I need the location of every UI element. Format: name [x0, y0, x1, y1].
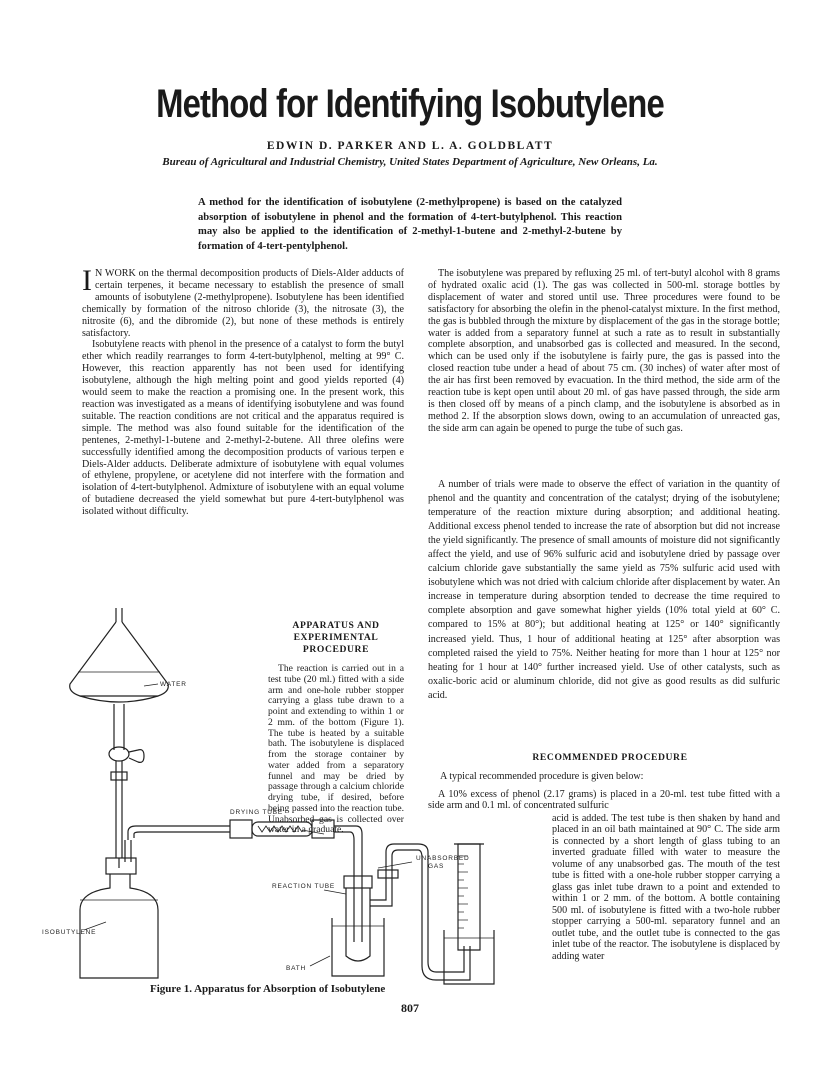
label-gas: GAS [428, 863, 445, 870]
recommended-text-full: A 10% excess of phenol (2.17 grams) is placed in a 20-ml. test tube fitted with a side arm and 0.1 ml. of concentrated sulfuric [428, 789, 780, 812]
paragraph-trials: A number of trials were made to observe the effect of variation in the quantity of phenol and the quantity and concentration of the catalyst; drying of the isobutylene; temperature of the reaction mixture during absorption; and additional heating. Additional excess phenol tended to increase the rate of absorption but did not increase the yield significantly. The presence of small amounts of moisture did not significantly affect the yield, and use of 96% sulfuric acid and isobutylene dried by passage over calcium chloride gave substantially the same yield as 75% sulfuric acid used with isobutylene which was not dried with calcium chloride after displacement by water. An increase in temperature during absorption tended to decrease the time required to complete absorption and gave somewhat higher yields (10% total yield at 60° C. compared to 15% at 80°); but additional heating at 125° or 140° significantly increased yield. Thus, 1 hour of additional heating at 125° after absorption was completed raised the yield to 75%. Neither heating for more than 1 hour at 125° nor heating for 1 hour at 140° further increased yield. Use of other catalysts, such as oxalic-boric acid or aluminum chloride, did not give as good results as did sulfuric acid. [428, 479, 780, 701]
intro-text: N WORK on the thermal decomposition products of Diels-Alder adducts of certain terpenes, it became necessary to establish the presence of small amounts of isobutylene (2-methylpropene). Isobutylene has been identified chemically by formation of the nitroso chloride (3), the nitrosate (3), the nitrosite (6), and the dibromide (2), but none of these methods is entirely satisfactory. [82, 268, 404, 339]
label-bath: BATH [286, 965, 307, 972]
label-isobutylene: ISOBUTYLENE [42, 929, 97, 936]
paragraph-phenol-reaction: Isobutylene reacts with phenol in the presence of a catalyst to form the butyl ether which readily rearranges to form 4-tert-butylphenol, melting at 99° C. However, this reaction apparently has not been used for identifying isobutylene, although the high melting point and good yields reported (4) would seem to make the reaction a promising one. In the present work, this reaction was investigated as a means of identifying isobutylene and was found suitable. The reaction conditions are not critical and the apparatus required is simple. The method was also found suitable for the identification of the pentenes, 2-methyl-1-butene and 2-methyl-2-butene. All three olefins were successfully identified among the decomposition products of various terpen e Diels-Alder adducts. Deliberate admixture of isobutylene with equal volumes of ethylene, propylene, or acetylene did not interfere with the formation and isolation of 4-tert-butylphenol. Admixture of isobutylene with an equal volume of butadiene decreased the yield somewhat but pure 4-tert-butylphenol was isolated without difficulty. [82, 339, 404, 518]
drying-tube [230, 820, 356, 838]
bath [332, 918, 384, 976]
paragraph-preparation: The isobutylene was prepared by refluxing 25 ml. of tert-butyl alcohol with 8 grams of hydrated oxalic acid (1). The gas was collected in 500-ml. storage bottles by displacement of water and stored until use. Three procedures were found to be satisfactory for absorbing the olefin in the phenol-catalyst mixture. In the first method, the gas is bubbled through the mixture by displacement of the gas in the storage bottle; water is added from a separatory funnel at such a rate as to result in substantially complete absorption, and unabsorbed gas is collected and measured. In the second, which can be used only if the isobutylene is fairly pure, the gas is passed into the closed reaction tube under a head of about 75 cm. (30 inches) of water after most of the air has first been removed by evacuation. In the third method, the side arm of the reaction tube is kept open until about 20 ml. of gas have passed through, the side arm is then closed off by means of a pinch clamp, and the isobutylene is absorbed as in method 2. If the absorption slows down, owing to an accumulation of unreacted gas, the side arm can again be opened to purge the tube of such gas. [428, 268, 780, 434]
reaction-tube [344, 844, 418, 961]
label-water: WATER [160, 681, 187, 688]
left-column [82, 264, 404, 518]
label-drying-tube: DRYING TUBE [230, 809, 283, 816]
recommended-text-rest: acid is added. The test tube is then shaken by hand and placed in an oil bath maintained at 90° C. The side arm is connected by a short length of glass tubing to an inverted graduate filled with water to measure the volume of any unabsorbed gas. The mouth of the test tube is fitted with a one-hole rubber stopper carrying a glass gas inlet tube drawn to a point and extended to within 1 or 2 mm. of the bottom. A bottle containing 500 ml. of isobutylene is fitted with a two-hole rubber stopper carrying a 500-ml. separatory funnel and an outlet tube, and the outlet tube is connected to the gas inlet tube of the reactor. The isobutylene is displaced by adding water [552, 813, 780, 962]
inverted-graduate [444, 844, 494, 984]
apparatus-text: The reaction is carried out in a test tube (20 ml.) fitted with a side arm and one-hole rubber stopper carrying a glass tube drawn to a point and extending to within 1 or 2 mm. of the bottom (Figure 1). The tube is heated by a suitable bath. The isobutylene is displaced from the storage container by water added from a separatory funnel and may be dried by passage through a calcium chloride drying tube, if desired, before being passed into the reaction tube. Unabsorbed gas is collected over water in a graduate. [268, 663, 404, 836]
label-reaction-tube: REACTION TUBE [272, 883, 336, 890]
intro-paragraph [82, 264, 404, 339]
label-unabsorbed: UNABSORBED [416, 855, 470, 862]
abstract: A method for the identification of isobutylene (2-methylpropene) is based on the catalyzed absorption of isobutylene in phenol and the formation of 4-tert-butylphenol. This reaction may also be applied to the identification of 2-methyl-1-butene and 2-methyl-2-butene by formation of 4-tert-pentylphenol. [198, 197, 622, 252]
apparatus-heading: APPARATUS AND EXPERIMENTAL PROCEDURE [292, 620, 380, 655]
page-number: 807 [401, 1001, 419, 1015]
recommended-wrapped-text [552, 813, 780, 962]
apparatus-figure [40, 600, 580, 990]
right-column-top [428, 268, 780, 435]
affiliation: Bureau of Agricultural and Industrial Chemistry, United States Department of Agriculture, New Orleans, La. [162, 156, 658, 168]
drop-cap: I [82, 264, 92, 297]
page-title: Method for Identifying Isobutylene [156, 82, 664, 126]
figure-caption: Figure 1. Apparatus for Absorption of Isobutylene [150, 983, 386, 995]
separatory-funnel [70, 608, 169, 868]
recommended-intro: A typical recommended procedure is given below: [440, 771, 644, 782]
recommended-heading: RECOMMENDED PROCEDURE [532, 752, 688, 763]
authors: EDWIN D. PARKER AND L. A. GOLDBLATT [266, 140, 554, 152]
